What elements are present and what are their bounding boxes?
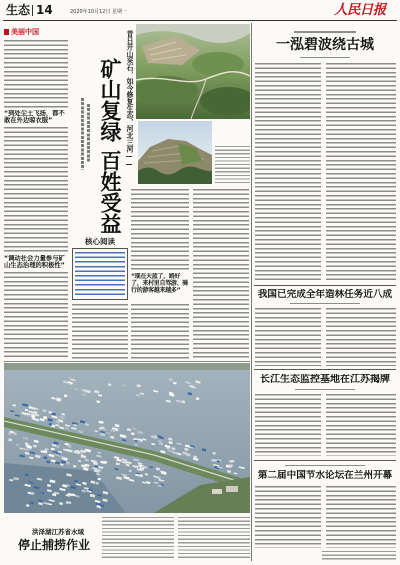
red-square-icon bbox=[4, 29, 9, 35]
body-text-block bbox=[326, 63, 396, 283]
restored-hill-photo bbox=[138, 121, 212, 184]
body-text-block bbox=[255, 394, 321, 456]
subhead: “到处尘土飞扬，都不敢在外边晾衣服” bbox=[4, 110, 65, 125]
building bbox=[212, 489, 222, 494]
story-rule bbox=[254, 285, 396, 286]
photo-caption-text bbox=[178, 517, 250, 560]
story-rule bbox=[254, 369, 396, 370]
byline-text bbox=[87, 104, 90, 162]
story-subhead-text bbox=[290, 303, 360, 304]
body-text-block bbox=[255, 63, 321, 283]
headline-kicker: 昔日开山采石，如今修复生态，河北三河—— bbox=[125, 30, 133, 169]
photo-caption-text bbox=[215, 146, 250, 184]
photo-caption-text bbox=[102, 517, 174, 560]
body-text-block bbox=[4, 40, 68, 108]
body-text-block bbox=[193, 189, 249, 360]
body-text-block bbox=[72, 304, 128, 360]
body-text-block bbox=[326, 394, 396, 456]
body-text-block bbox=[326, 308, 396, 366]
story-headline: 长江生态监控基地在江苏揭牌 bbox=[260, 374, 390, 385]
core-reading-label: 核心阅读 bbox=[85, 237, 115, 246]
body-text-block bbox=[131, 189, 189, 271]
body-text-block bbox=[255, 308, 321, 366]
story-headline: 一泓碧波绕古城 bbox=[276, 37, 374, 53]
header-separator bbox=[32, 5, 33, 16]
column-tag: 美丽中国 bbox=[11, 28, 39, 36]
story-rule bbox=[254, 460, 396, 461]
story-headline: 第二届中国节水论坛在兰州开幕 bbox=[257, 470, 393, 481]
section-rule bbox=[4, 361, 250, 362]
issue-date: 2020年10月12日 星期一 bbox=[70, 9, 128, 15]
byline-text bbox=[81, 98, 84, 170]
body-text-block bbox=[131, 304, 189, 360]
column-divider bbox=[251, 23, 252, 561]
tree-cover bbox=[136, 76, 198, 104]
page-number: 14 bbox=[36, 3, 53, 17]
main-headline-part-2: 百姓受益 bbox=[98, 150, 122, 234]
body-text-block bbox=[326, 486, 396, 548]
subhead: “现在天蓝了，路好了，来村里自驾游、骑行的游客越来越多” bbox=[131, 273, 189, 295]
mine-restoration-aerial-photo bbox=[136, 24, 250, 119]
far-shore bbox=[4, 363, 250, 370]
body-text-block bbox=[255, 486, 321, 548]
header-rule bbox=[3, 20, 397, 21]
photo-caption-headline: 停止捕捞作业 bbox=[17, 538, 90, 552]
photo-caption-kicker: 洪泽湖江苏省水域 bbox=[32, 528, 84, 536]
section-name: 生态 bbox=[6, 3, 31, 17]
editor-credit-text bbox=[322, 551, 396, 560]
masthead-logo: 人民日报 bbox=[334, 2, 386, 18]
body-text-block bbox=[4, 127, 68, 253]
subhead: “调动社会力量参与矿山生态治理的积极性” bbox=[4, 255, 65, 270]
core-reading-text bbox=[75, 252, 125, 297]
harbor-photo bbox=[4, 363, 250, 513]
building bbox=[226, 486, 238, 492]
story-headline: 我国已完成全年造林任务近八成 bbox=[257, 289, 393, 300]
story-kicker-text bbox=[285, 465, 365, 466]
main-headline-part-1: 矿山复绿 bbox=[98, 58, 122, 142]
body-text-block bbox=[4, 272, 68, 360]
story-kicker-text bbox=[294, 31, 356, 33]
story-subhead-text bbox=[295, 389, 355, 390]
story-byline-text bbox=[300, 57, 350, 58]
